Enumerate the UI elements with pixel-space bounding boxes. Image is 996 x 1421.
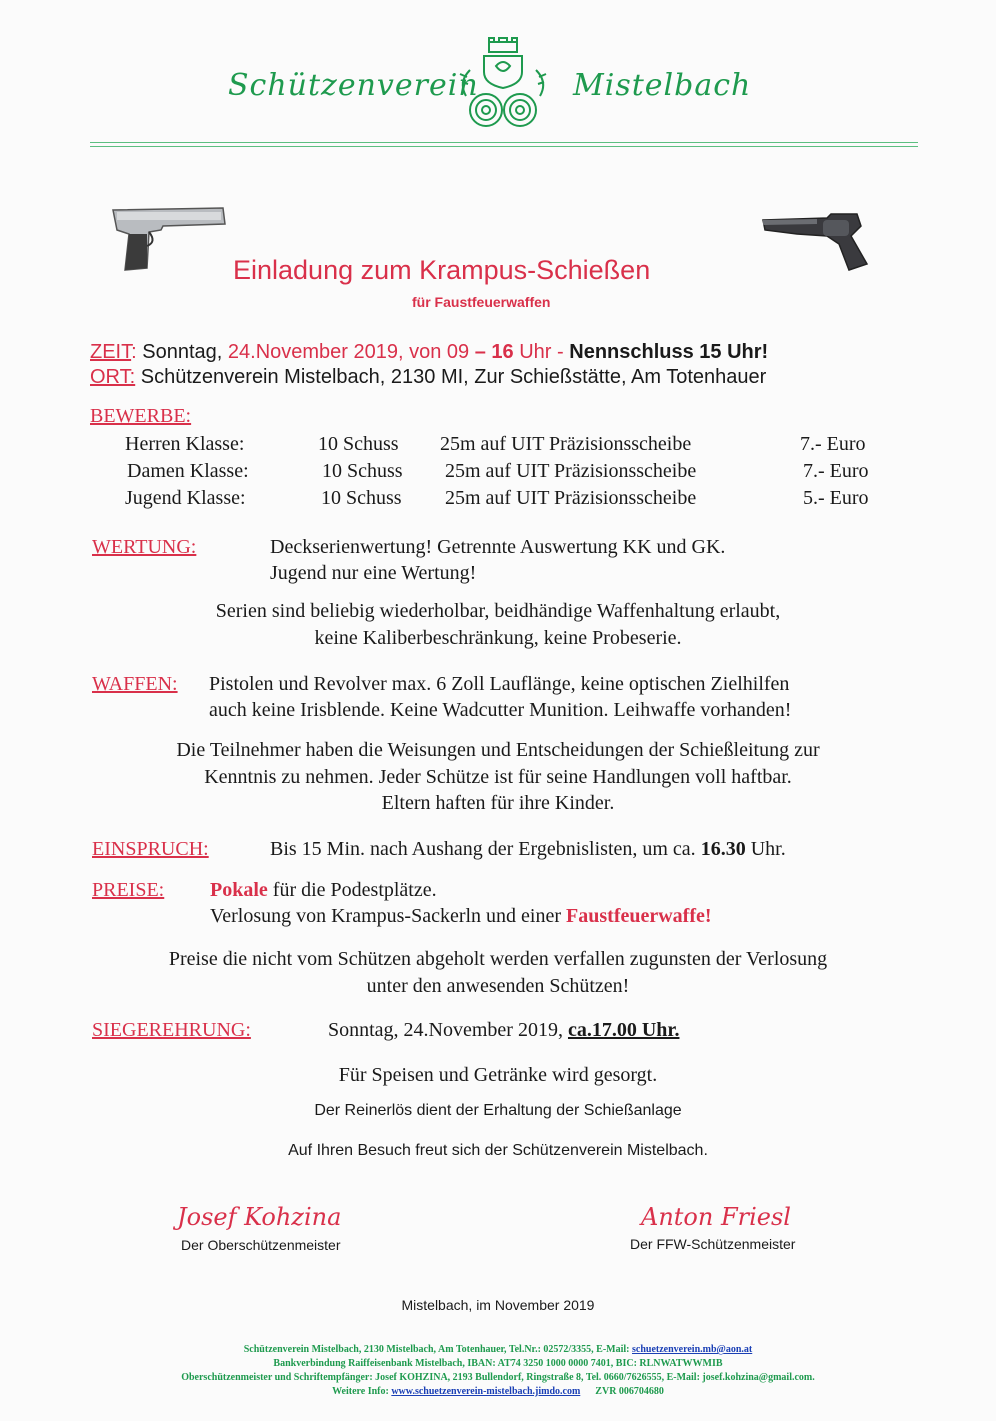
preise-line2-text: Verlosung von Krampus-Sackerln und einer (210, 905, 562, 927)
bewerbe-row-jugend-preis: 5.- Euro (803, 487, 869, 509)
preise-para1: Preise die nicht vom Schützen abgeholt werden verfallen zugunsten der Verlosung (168, 948, 828, 970)
preise-line1-tail: für die Podestplätze. (272, 879, 437, 901)
closing-besuch: Auf Ihren Besuch freut sich der Schützenverein Mistelbach. (288, 1142, 708, 1159)
signature-oberschuetzenmeister: Josef Kohzina (177, 1203, 342, 1231)
footer-address: Schützenverein Mistelbach, 2130 Mistelbach, Am Totenhauer, Tel.Nr.: 02572/3355, E-Mail: (243, 1344, 630, 1355)
closing-reinerloes: Der Reinerlös dient der Erhaltung der Schießanlage (314, 1102, 682, 1119)
waffen-para3: Eltern haften für ihre Kinder. (381, 792, 615, 814)
signature-ffw-schuetzenmeister: Anton Friesl (641, 1203, 791, 1231)
page-subtitle: für Faustfeuerwaffen (412, 294, 551, 310)
bewerbe-row-herren-preis: 7.- Euro (800, 433, 866, 455)
waffen-line1: Pistolen und Revolver max. 6 Zoll Lauflänge, keine optischen Zielhilfen (209, 673, 790, 695)
footer-website-link[interactable]: www.schuetzenverein-mistelbach.jimdo.com (391, 1386, 581, 1397)
preise-para2: unter den anwesenden Schützen! (366, 975, 630, 997)
bewerbe-row-jugend-scheibe: 25m auf UIT Präzisionsscheibe (445, 487, 697, 509)
role-oberschuetzenmeister: Der Oberschützenmeister (181, 1237, 341, 1253)
wertung-line1: Deckserienwertung! Getrennte Auswertung KK und GK. (270, 536, 726, 558)
footer-line2: Bankverbindung Raiffeisenbank Mistelbach, IBAN: AT74 3250 1000 0000 7401, BIC: RLNWATWWMIB (273, 1358, 723, 1369)
preise-line1 (210, 879, 437, 902)
club-emblem (456, 36, 550, 136)
ort-line (90, 366, 766, 389)
ort-label: ORT: (90, 366, 136, 388)
einspruch-line (270, 838, 786, 861)
zeit-end-hour: 16 (491, 341, 514, 363)
bewerbe-row-damen-scheibe: 25m auf UIT Präzisionsscheibe (445, 460, 697, 482)
zeit-dash: – (474, 341, 486, 363)
bewerbe-row-herren-scheibe: 25m auf UIT Präzisionsscheibe (440, 433, 692, 455)
header-divider (90, 142, 918, 143)
einspruch-text: Bis 15 Min. nach Aushang der Ergebnislisten, um ca. (270, 838, 696, 860)
zeit-line: ZEIT: Sonntag, 24.November 2019, von 09 – 16 Uhr - Nennschluss 15 Uhr! (90, 341, 769, 363)
siegerehrung-date: Sonntag, 24.November 2019, (328, 1019, 563, 1041)
club-name-left: Schützenverein (228, 68, 479, 103)
waffen-line2: auch keine Irisblende. Keine Wadcutter Munition. Leihwaffe vorhanden! (209, 699, 792, 721)
waffen-para2: Kenntnis zu nehmen. Jeder Schütze ist für seine Handlungen voll haftbar. (204, 766, 792, 788)
siegerehrung-label: SIEGEREHRUNG: (92, 1019, 251, 1041)
waffen-para1: Die Teilnehmer haben die Weisungen und Entscheidungen der Schießleitung zur (176, 739, 820, 761)
footer-info-prefix: Weitere Info: (332, 1386, 389, 1397)
bewerbe-row-damen-preis: 7.- Euro (803, 460, 869, 482)
wertung-label: WERTUNG: (92, 536, 197, 558)
bewerbe-row-herren-klasse: Herren Klasse: (125, 433, 245, 455)
waffen-label: WAFFEN: (92, 673, 178, 695)
bewerbe-row-herren-schuss: 10 Schuss (318, 433, 399, 455)
bewerbe-row-jugend-schuss: 10 Schuss (321, 487, 402, 509)
preise-pokale: Pokale (210, 879, 268, 901)
zeit-day: Sonntag, (142, 341, 223, 363)
bewerbe-row-damen-schuss: 10 Schuss (322, 460, 403, 482)
preise-line2 (210, 905, 712, 928)
footer-line1 (0, 1344, 996, 1355)
role-ffw-schuetzenmeister: Der FFW-Schützenmeister (630, 1236, 796, 1252)
einspruch-label: EINSPRUCH: (92, 838, 209, 860)
preise-label: PREISE: (92, 879, 165, 901)
wertung-para1: Serien sind beliebig wiederholbar, beidhändige Waffenhaltung erlaubt, (215, 600, 781, 622)
footer-zvr: ZVR 006704680 (595, 1386, 664, 1397)
einspruch-time: 16.30 (700, 838, 746, 860)
siegerehrung-time: ca.17.00 Uhr. (567, 1019, 680, 1041)
place-date: Mistelbach, im November 2019 (401, 1297, 595, 1313)
zeit-uhr: Uhr - (519, 341, 564, 363)
header-divider-2 (90, 146, 918, 147)
wertung-para2: keine Kaliberbeschränkung, keine Probeserie. (314, 627, 682, 649)
bewerbe-row-jugend-klasse: Jugend Klasse: (125, 487, 246, 509)
page-title: Einladung zum Krampus-Schießen (233, 255, 651, 285)
footer-line4 (0, 1386, 996, 1397)
wertung-line2: Jugend nur eine Wertung! (270, 562, 477, 584)
closing-speisen: Für Speisen und Getränke wird gesorgt. (338, 1064, 658, 1086)
zeit-nennschluss: Nennschluss 15 Uhr! (569, 341, 769, 363)
zeit-date: 24.November 2019, von 09 (227, 341, 470, 363)
zeit-label: ZEIT (90, 341, 132, 363)
ort-text: Schützenverein Mistelbach, 2130 MI, Zur Schießstätte, Am Totenhauer (140, 366, 767, 388)
footer-email-link[interactable]: schuetzenverein.mb@aon.at (632, 1344, 753, 1355)
preise-faustfeuerwaffe: Faustfeuerwaffe! (566, 905, 712, 927)
bewerbe-row-damen-klasse: Damen Klasse: (127, 460, 249, 482)
revolver-image (757, 206, 897, 272)
siegerehrung-line (328, 1019, 679, 1042)
club-name-right: Mistelbach (573, 68, 752, 103)
pistol-image (103, 200, 233, 274)
bewerbe-label: BEWERBE: (90, 405, 192, 427)
footer-line3: Oberschützenmeister und Schriftempfänger: Josef KOHZINA, 2193 Bullendorf, Ringstraße 8, Tel. 0660/7626555, E-Mail: josef.kohzina@gmail.com. (181, 1372, 815, 1383)
einspruch-uhr: Uhr. (750, 838, 786, 860)
